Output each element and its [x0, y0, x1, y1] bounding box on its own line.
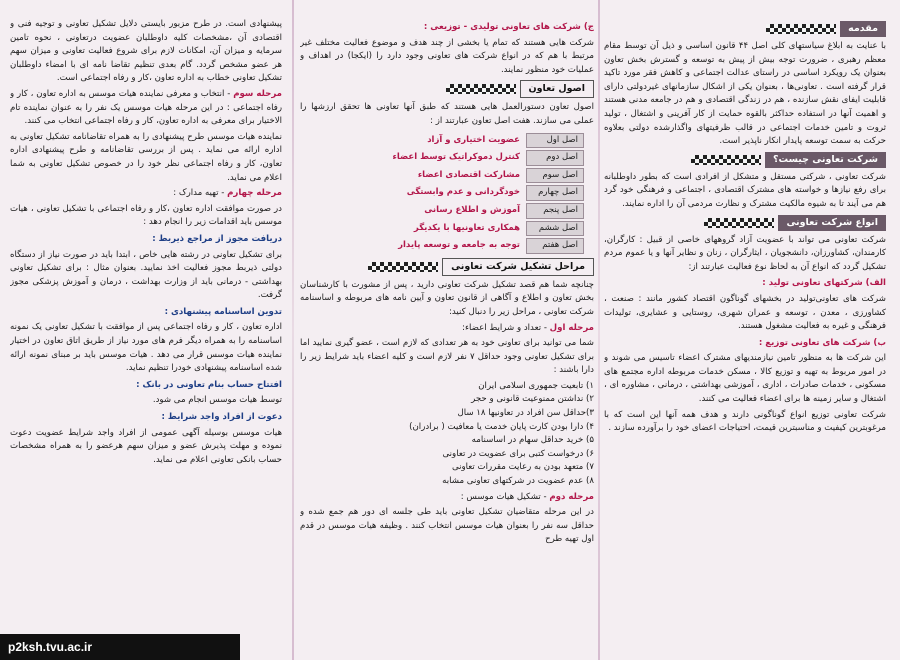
panel-left: [10, 18, 282, 630]
section-header-intro: [604, 21, 886, 37]
checkered-flag-icon: [446, 84, 516, 94]
principle-label: اصل ششم: [526, 221, 584, 237]
fold-line-left: [598, 0, 600, 660]
principle-row: [300, 150, 584, 166]
checkered-flag-icon: [691, 155, 761, 165]
invite-title: دعوت از افراد واجد شرایط :: [161, 412, 282, 423]
checkered-flag-icon: [766, 24, 836, 34]
stage-2-desc: در این مرحله متقاضیان تشکیل تعاونی باید طی جلسه ای دور هم جمع شده و حداقل سه نفر را بعنوان هیات موسس انتخاب کنند . وظیفه هیات موسس در قدم اول تهیه طرح: [300, 507, 594, 545]
stage-4-desc: در صورت موافقت اداره تعاون ،کار و رفاه اجتماعی با تشکیل تعاونی ، هیات موسس باید اقدامات زیر را انجام دهد :: [10, 203, 282, 228]
principle-label: اصل پنجم: [526, 203, 584, 219]
stage-2-line: [300, 491, 594, 505]
stage-4-label: مرحله چهارم: [227, 188, 282, 199]
section-header-principles: [300, 80, 594, 98]
types-text: شرکت تعاونی می تواند با عضویت آزاد گروههای خاصی از قبیل : کارگران، کارمندان، کشاورزان، دانشجویان ، ایثارگران ، زنان و نظایر آنها و یا عموم مردم تشکیل گردد که انواع آن به لحاظ نوع فعالیت عبارتند از:: [604, 234, 886, 272]
condition-item: ۴) دارا بودن کارت پایان خدمت یا معافیت ( برادران): [409, 421, 594, 432]
condition-item: ۳)حداقل سن افراد در تعاونیها ۱۸ سال: [457, 408, 594, 419]
principle-row: [300, 185, 584, 201]
stage-1-line: [300, 322, 594, 336]
permit-title: دریافت مجوز از مراجع ذیربط :: [152, 233, 282, 244]
principle-label: اصل دوم: [526, 150, 584, 166]
stage-2-text: - تشکیل هیات موسس :: [460, 491, 547, 502]
what-text: شرکت تعاونی ، شرکتی مستقل و متشکل از افرادی است که بطور داوطلبانه برای رفع نیازها و خواسته های مشترک اقتصادی ، اجتماعی و فرهنگی خود گرد هم می آیند تا به شیوه مالکیت مشترک و نظارت مردمی آن را اداره نمایند.: [604, 171, 886, 209]
panel-right: [604, 18, 886, 630]
types-title: انواع شرکت تعاونی: [778, 215, 886, 231]
principle-row: [300, 133, 584, 149]
stage-3-text-2: نماینده هیات موسس طرح پیشنهادی را به همراه تقاضانامه تشکیل تعاونی به اداره ارائه می نماید . پس از بررسی تقاضانامه و طرح پیشنهادی اداره تعاون، کار و رفاه اجتماعی نظر خود را در خصوص تشکیل تعاونی به شما اعلام می نماید.: [10, 131, 282, 183]
condition-item: ۸) عدم عضویت در شرکتهای تعاونی مشابه: [442, 476, 594, 487]
site-url-footer: p2ksh.tvu.ac.ir: [0, 634, 240, 660]
section-header-what: [604, 152, 886, 168]
principle-text: آموزش و اطلاع رسانی: [424, 204, 520, 215]
production-text: شرکت های تعاونی‌تولید در بخشهای گوناگون اقتصاد کشور مانند : صنعت ، کشاورزی ، معدن ، توسعه و عمران شهری، روستایی و عشایری، تولیدات فرهنگی و غیره به فعالیت مشغول هستند.: [604, 293, 886, 332]
distribution-text-2: شرکت تعاونی توزیع انواع گوناگونی دارند و هدف همه آنها این است که با مرغوبترین کیفیت و مناسبترین قیمت، احتیاجات اعضای خود را برآورده سازند .: [604, 409, 886, 434]
principles-list: [300, 133, 584, 254]
fold-line-right: [292, 0, 294, 660]
principle-label: اصل چهارم: [526, 185, 584, 201]
condition-item: ۱) تابعیت جمهوری اسلامی ایران: [478, 380, 594, 391]
account-title: افتتاح حساب بنام تعاونی در بانک :: [136, 379, 282, 390]
production-distribution-text: شرکت هایی هستند که تمام یا بخشی از چند هدف و موضوع فعالیت مختلف غیر مرتبط با هم که در انواع شرکت های تعاونی وجود دارد را (ایکجا) در اهداف و عملیات خود منظور نمایند.: [300, 37, 594, 75]
condition-item: ۶) درخواست کتبی برای عضویت در تعاونی: [442, 448, 594, 459]
principle-label: اصل هفتم: [526, 238, 584, 254]
statute-title: تدوین اساسنامه پیشنهادی :: [164, 306, 282, 317]
distribution-text: این شرکت ها به منظور تامین نیازمندیهای مشترک اعضاء تاسیس می شوند و در امور مربوط به تهیه و توزیع کالا ، مسکن خدمات مربوطه اداره مجتمع های مسکونی ، خدمات صادرات ، اداری ، آموزشی بهداشتی ، درمانی ، مشاوره ای ، اشتغال و سایر زمینه ها برای اعضاء فعالیت می کنند.: [604, 353, 886, 405]
stage-4-text: - تهیه مدارک :: [173, 188, 225, 199]
principles-text: اصول تعاون دستورالعمل هایی هستند که طبق آنها تعاونی ها تحقق ارزشها را عملی می سازند. هفت اصل تعاون عبارتند از :: [300, 102, 594, 126]
checkered-flag-icon: [368, 262, 438, 272]
stage-2-label: مرحله دوم: [549, 491, 594, 502]
stage-1-label: مرحله اول: [549, 322, 594, 333]
permit-text: برای تشکیل تعاونی در رشته هایی خاص ، ابتدا باید در صورت نیاز از دستگاه دولتی ذیربط مجوز فعالیت اخذ نمایید. بعنوان مثال : برای تشکیل تعاونی بهداشتی - درمانی باید از وزارت بهداشت ، درمان و آموزش پزشکی مجوز گرفت.: [10, 249, 282, 301]
condition-item: ۷) متعهد بودن به رعایت مقررات تعاونی: [451, 462, 594, 473]
principle-row: [300, 238, 584, 254]
principle-row: [300, 221, 584, 237]
stage-3-text: - انتخاب و معرفی نماینده هیات موسس به اداره تعاون ، کار و رفاه اجتماعی : در این مرحله هیات موسس یک نفر را به عنوان نماینده تام الاختیار برای معرفی به اداره تعاون، کار و رفاه اجتماعی انتخاب می کنند.: [10, 88, 282, 127]
statute-text: اداره تعاون ، کار و رفاه اجتماعی پس از موافقت با تشکیل تعاونی یک نمونه اساسنامه را به همراه دیگر فرم های مورد نیاز از طریق اتاق تعاون در اختیار نماینده هیات موسس قرار می دهد . هیات موسس باید بر مبنای نمونه ارائه شده اساسنامه پیشنهادی خودرا تنظیم نماید.: [10, 322, 282, 374]
principle-text: کنترل دموکراتیک توسط اعضاء: [392, 152, 520, 163]
panel-middle: [300, 18, 594, 630]
stage-3-label: مرحله سوم: [233, 88, 282, 99]
principle-label: اصل سوم: [526, 168, 584, 184]
principle-row: [300, 203, 584, 219]
principles-title: اصول تعاون: [520, 80, 594, 98]
conditions-list: [300, 380, 594, 489]
what-title: شرکت تعاونی چیست؟: [765, 152, 886, 168]
principle-text: خودگردانی و عدم وابستگی: [406, 187, 520, 198]
principle-text: توجه به جامعه و توسعه پایدار: [398, 240, 520, 251]
stage-1-desc: شما می توانید برای تعاونی خود به هر تعدادی که لازم است ، عضو گیری نمایید اما برای تشکیل تعاونی وجود حداقل ۷ نفر لازم است و کلیه اعضاء باید شرایط زیر را دارا باشند :: [300, 338, 594, 376]
principle-text: همکاری تعاونیها با یکدیگر: [413, 222, 520, 233]
invite-text: هیات موسس بوسیله آگهی عمومی از افراد واجد شرایط عضویت دعوت نموده و مهلت پذیرش عضو و میزان سهم هرعضو را به همراه مشخصات حساب بانکی تعاونی اعلام می نماید.: [10, 427, 282, 465]
intro-text: با عنایت به ابلاغ سیاستهای کلی اصل ۴۴ قانون اساسی و ذیل آن توسط مقام معظم رهبری ، ضرورت توجه بیش از پیش به توسعه و گسترش بخش تعاون بعنوان یک رویکرد اساسی در راستای عدالت اجتماعی و کاهش فقر مورد تاکید قرار گرفته است . تعاونی‌ها ، بعنوان یکی از اشکال سازمانهای غیردولتی دارای قابلیت ایفای نقش سازنده ، هم در زندگی اقتصادی و هم در جامعه مدنی هستند و اهمیت آنها در استفاده حداکثر بالقوه حمایت از کار آفرینی و اشتغال ، تولید ثروت و تامین خدمات اجتماعی در قالب ظرفیتهای واگذارشده دولتی بعلاوه حرکت به سمت توسعه پایدار انکار ناپذیر است.: [604, 41, 886, 147]
sub-heading-production: الف) شرکتهای تعاونی تولید :: [762, 278, 886, 289]
principle-row: [300, 168, 584, 184]
condition-item: ۵) خرید حداقل سهام در اساسنامه: [471, 435, 594, 446]
condition-item: ۲) نداشتن ممنوعیت قانونی و حجر: [471, 394, 594, 405]
section-header-stages: [300, 258, 594, 276]
section-header-types: [604, 215, 886, 231]
stages-title: مراحل تشکیل شرکت تعاونی: [442, 258, 594, 276]
account-text: توسط هیات موسس انجام می شود.: [152, 395, 282, 406]
stage-1-text: - تعداد و شرایط اعضاء:: [462, 322, 547, 333]
stage-3-line: [10, 88, 282, 129]
stages-text: چنانچه شما هم قصد تشکیل شرکت تعاونی دارید ، پس از مشورت با کارشناسان بخش تعاون و اطلاع و آگاهی از قانون تعاون و آیین نامه های مربوطه و اساسنامه شرکت تعاونی ، مراحل زیر را دنبال کنید:: [300, 279, 594, 317]
sub-heading-production-distribution: ج) شرکت های تعاونی تولیدی - توزیعی :: [423, 22, 594, 32]
sub-heading-distribution: ب) شرکت های تعاونی توزیع :: [758, 337, 886, 348]
stage-4-line: [10, 187, 282, 201]
principle-text: مشارکت اقتصادی اعضاء: [417, 169, 520, 180]
checkered-flag-icon: [704, 218, 774, 228]
principle-text: عضویت اختیاری و آزاد: [427, 134, 520, 145]
intro-title: مقدمه: [840, 21, 886, 37]
left-intro-text: پیشنهادی است. در طرح مزبور بایستی دلایل تشکیل تعاونی و توجیه فنی و اقتصادی آن ،مشخصات کلیه داوطلبان عضویت درتعاونی ، نحوه تامین سرمایه و میزان آن، امکانات لازم برای شروع فعالیت تعاونی و میزان سهم هر عضو مشخص گردد. گام بعدی تنظیم تقاضا نامه ای با امضاء داوطلبان تشکیل تعاونی خطاب به اداره تعاون ،کار و رفاه اجتماعی است.: [10, 19, 282, 84]
principle-label: اصل اول: [526, 133, 584, 149]
